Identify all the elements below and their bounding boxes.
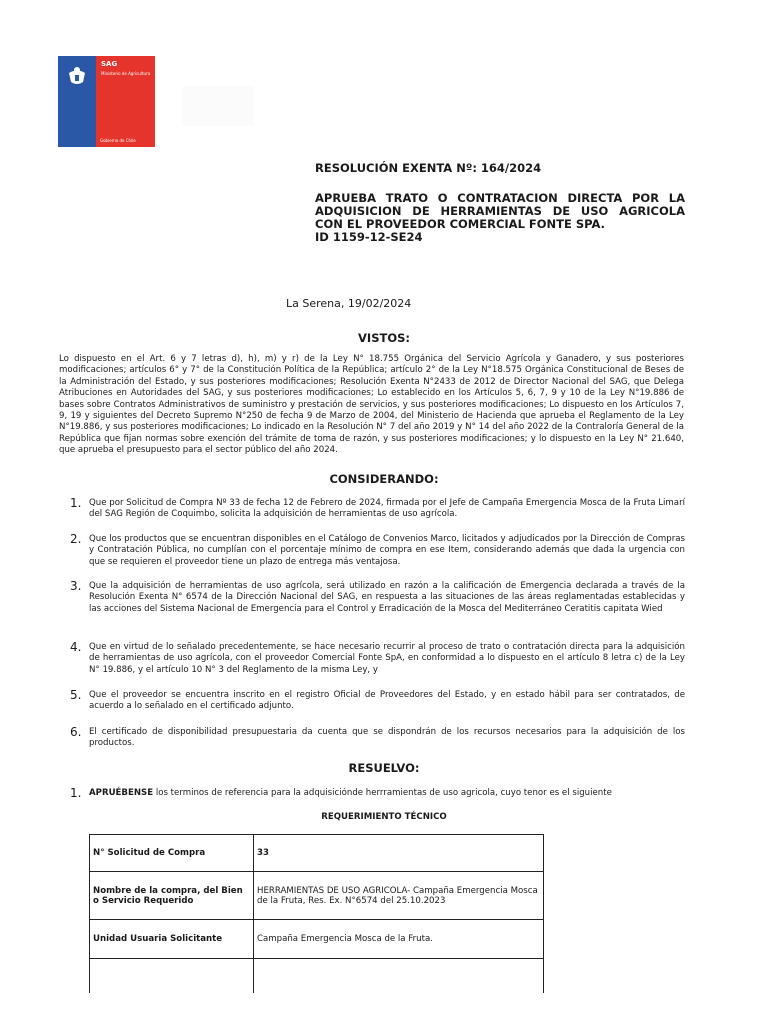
coat-of-arms-icon: [64, 62, 90, 88]
item-text: Que los productos que se encuentran disponibles en el Catálogo de Convenios Marco, licitados y adjudicados por la Dirección de Compras y Contratación Pública, no cumplían con el porcentaje mínimo de compra en ese Item, considerando además que dada la urgencia con que se requieren el proveedor tiene un plazo de entrega más ventajosa.: [89, 534, 685, 567]
logo-ministry: Ministerio de Agricultura: [101, 71, 151, 76]
subject-line: CON EL PROVEEDOR COMERCIAL FONTE SPA.: [315, 217, 605, 231]
approve-text: los terminos de referencia para la adquisiciónde herrramientas de uso agricola, cuyo tenor es el siguiente: [153, 788, 612, 798]
vistos-heading: VISTOS:: [358, 331, 410, 345]
considerando-item: [70, 642, 685, 676]
approve-lead: APRUÉBENSE: [89, 788, 154, 798]
vistos-body: Lo dispuesto en el Art. 6 y 7 letras d), h), m) y r) de la Ley N° 18.755 Orgánica del Servicio Agrícola y Ganadero, y sus posteriores modificaciones; artículos 6° y 7° de la Constitución Política de la República; artículo 2° de la Ley N°18.575 Orgánica Constitucional de Beses de la Administración del Estado, y sus posteriores modificaciones; Resolución Exenta N°2433 de 2012 de Director Nacional del SAG, que Delega Atribuciones en Autoridades del SAG, y sus posteriores modificaciones; Lo establecido en los Artículos 5, 6, 7, 9 y 10 de la Ley N°19.886 de bases sobre Contratos Administrativos de suministro y prestación de servicios, y sus posteriores modificaciones; Lo dispuesto en los Artículos 7, 9, 19 y siguientes del Decreto Supremo N°250 de fecha 9 de Marzo de 2004, del Ministerio de Hacienda que aprueba el Reglamento de la Ley N°19.886, y sus posteriores modificaciones; Lo indicado en la Resolución N° 7 del año 2019 y N° 14 del año 2022 de la Contraloría General de la República que fijan normas sobre exención del trámite de toma de razón, y sus posteriores modificaciones; y lo dispuesto en la Ley N° 21.640, que aprueba el presupuesto para el sector público del año 2024.: [59, 354, 684, 456]
considerando-item: [70, 581, 685, 615]
item-text: Que la adquisición de herramientas de uso agrícola, será utilizado en razón a la calificación de Emergencia declarada a través de la Resolución Exenta N° 6574 de la Dirección Nacional del SAG, en respuesta a las situaciones de las áreas reglamentadas establecidas y las acciones del Sistema Nacional de Emergencia para el Control y Erradicación de la Mosca del Mediterráneo Ceratitis capitata Wied: [89, 581, 685, 614]
table-row: [90, 920, 544, 959]
subject-line: ADQUISICION DE HERRAMIENTAS DE USO AGRICOLA: [315, 204, 685, 218]
table-row: [90, 872, 544, 920]
signature-placeholder: [182, 86, 254, 126]
item-text: [89, 788, 685, 799]
item-text: Que por Solicitud de Compra Nº 33 de fecha 12 de Febrero de 2024, firmada por el Jefe de Campaña Emergencia Mosca de la Fruta Limarí del SAG Región de Coquimbo, solicita la adquisición de herramientas de uso agrícola.: [89, 498, 685, 520]
resuelvo-item: [70, 788, 685, 799]
row-value: [254, 959, 544, 993]
item-number: 5.: [70, 688, 82, 702]
item-text: Que el proveedor se encuentra inscrito en el registro Oficial de Proveedores del Estado, y en estado hábil para ser contratados, de acuerdo a lo señalado en el certificado adjunto.: [89, 690, 685, 712]
row-label: N° Solicitud de Compra: [90, 835, 254, 872]
table-row: [90, 835, 544, 872]
logo-brand: SAG: [101, 60, 118, 68]
item-number: 4.: [70, 640, 82, 654]
considerando-item: [70, 727, 685, 750]
item-text: El certificado de disponibilidad presupuestaria da cuenta que se dispondrán de los recursos necesarios para la adquisición de los productos.: [89, 727, 685, 749]
item-number: 3.: [70, 579, 82, 593]
logo-blue-panel: [58, 56, 96, 147]
row-label: Unidad Usuaria Solicitante: [90, 920, 254, 959]
subject-line: APRUEBA TRATO O CONTRATACION DIRECTA POR LA: [315, 191, 685, 205]
table-row: [90, 959, 544, 993]
row-label: [90, 959, 254, 993]
considerando-item: [70, 534, 685, 568]
resuelvo-heading: RESUELVO:: [348, 761, 420, 775]
requirement-table: [89, 834, 544, 993]
row-label: Nombre de la compra, del Bien o Servicio Requerido: [90, 872, 254, 920]
row-value: HERRAMIENTAS DE USO AGRICOLA- Campaña Emergencia Mosca de la Fruta, Res. Ex. N°6574 del 25.10.2023: [254, 872, 544, 920]
considerando-item: [70, 498, 685, 521]
logo-red-panel: [96, 56, 155, 147]
item-number: 2.: [70, 532, 82, 546]
resolution-title: RESOLUCIÓN EXENTA Nº: 164/2024: [315, 161, 542, 175]
item-number: 1.: [70, 786, 82, 800]
sag-logo: [58, 56, 155, 147]
place-date: La Serena, 19/02/2024: [286, 297, 412, 310]
resolution-subject: [315, 192, 685, 244]
logo-government: Gobierno de Chile: [100, 138, 136, 143]
considerando-heading: CONSIDERANDO:: [329, 472, 439, 486]
row-value: Campaña Emergencia Mosca de la Fruta.: [254, 920, 544, 959]
considerando-item: [70, 690, 685, 713]
item-number: 1.: [70, 496, 82, 510]
item-text: Que en virtud de lo señalado precedentemente, se hace necesario recurrir al proceso de trato o contratación directa para la adquisición de herramientas de uso agrícola, con el proveedor Comercial Fonte SpA, en conformidad a lo dispuesto en el artículo 8 letra c) de la Ley N° 19.886, y el artículo 10 N° 3 del Reglamento de la misma Ley, y: [89, 642, 685, 675]
row-value: 33: [254, 835, 544, 872]
item-number: 6.: [70, 725, 82, 739]
requirement-title: REQUERIMIENTO TÉCNICO: [321, 812, 447, 822]
subject-line: ID 1159-12-SE24: [315, 230, 423, 244]
